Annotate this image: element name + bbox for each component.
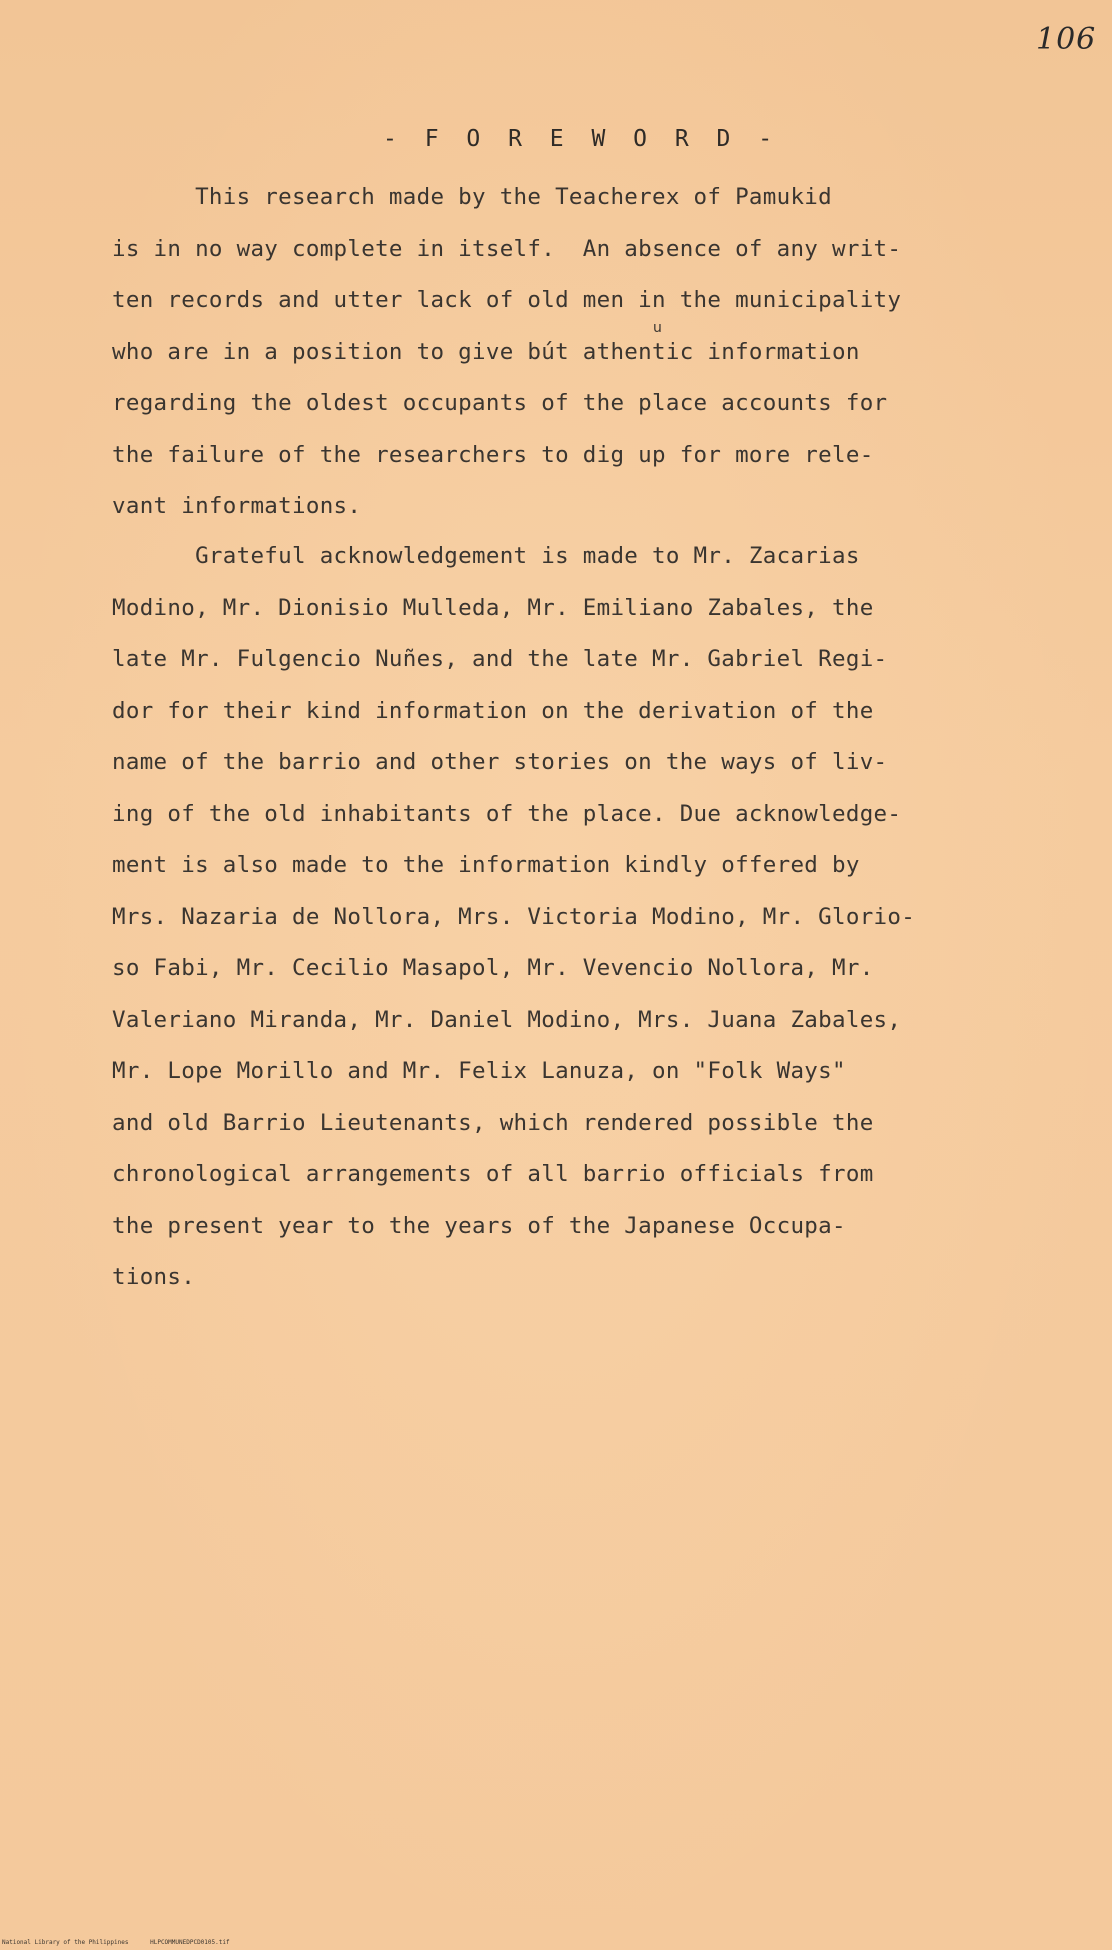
text-line: the present year to the years of the Japanese Occupa-: [112, 1212, 846, 1239]
text-line: so Fabi, Mr. Cecilio Masapol, Mr. Vevencio Nollora, Mr.: [112, 955, 874, 981]
paragraph-acknowledgement: [112, 531, 1012, 1304]
text-line: This research made by the Teacherex of Pamukid: [112, 184, 832, 210]
text-line: Mr. Lope Morillo and Mr. Felix Lanuza, on "Folk Ways": [112, 1058, 846, 1084]
text-line: Modino, Mr. Dionisio Mulleda, Mr. Emiliano Zabales, the: [112, 594, 874, 621]
text-line: Valeriano Miranda, Mr. Daniel Modino, Mrs. Juana Zabales,: [112, 1006, 902, 1033]
text-line: ing of the old inhabitants of the place. Due acknowledge-: [112, 800, 902, 827]
text-line: regarding the oldest occupants of the place accounts for: [112, 390, 888, 416]
text-line: ten records and utter lack of old men in the municipality: [112, 287, 902, 313]
text-line: and old Barrio Lieutenants, which rendered possible the: [112, 1109, 874, 1136]
text-line: ment is also made to the information kindly offered by: [112, 852, 860, 878]
text-line: late Mr. Fulgencio Nuñes, and the late Mr. Gabriel Regi-: [112, 646, 888, 672]
text-line: is in no way complete in itself. An absence of any writ-: [112, 235, 902, 262]
insertion-mark: u: [653, 320, 662, 336]
text-line: dor for their kind information on the derivation of the: [112, 697, 874, 724]
archive-footer: National Library of the Philippines HLPCOMMUNEDPCD0105.tif: [2, 1939, 230, 1946]
text-line: Mrs. Nazaria de Nollora, Mrs. Victoria Modino, Mr. Glorio-: [112, 903, 916, 930]
page-number: 106: [1036, 22, 1097, 57]
text-line: chronological arrangements of all barrio officials from: [112, 1161, 874, 1187]
text-line: who are in a position to give bút athentic information: [112, 338, 860, 365]
text-line: tions.: [112, 1264, 196, 1290]
text-line: Grateful acknowledgement is made to Mr. Zacarias: [112, 543, 860, 569]
document-title: - F O R E W O R D -: [383, 126, 780, 152]
text-line: name of the barrio and other stories on the ways of liv-: [112, 749, 888, 775]
paragraph-intro: [112, 172, 1012, 533]
text-line: vant informations.: [112, 493, 362, 519]
text-line: the failure of the researchers to dig up for more rele-: [112, 441, 874, 468]
